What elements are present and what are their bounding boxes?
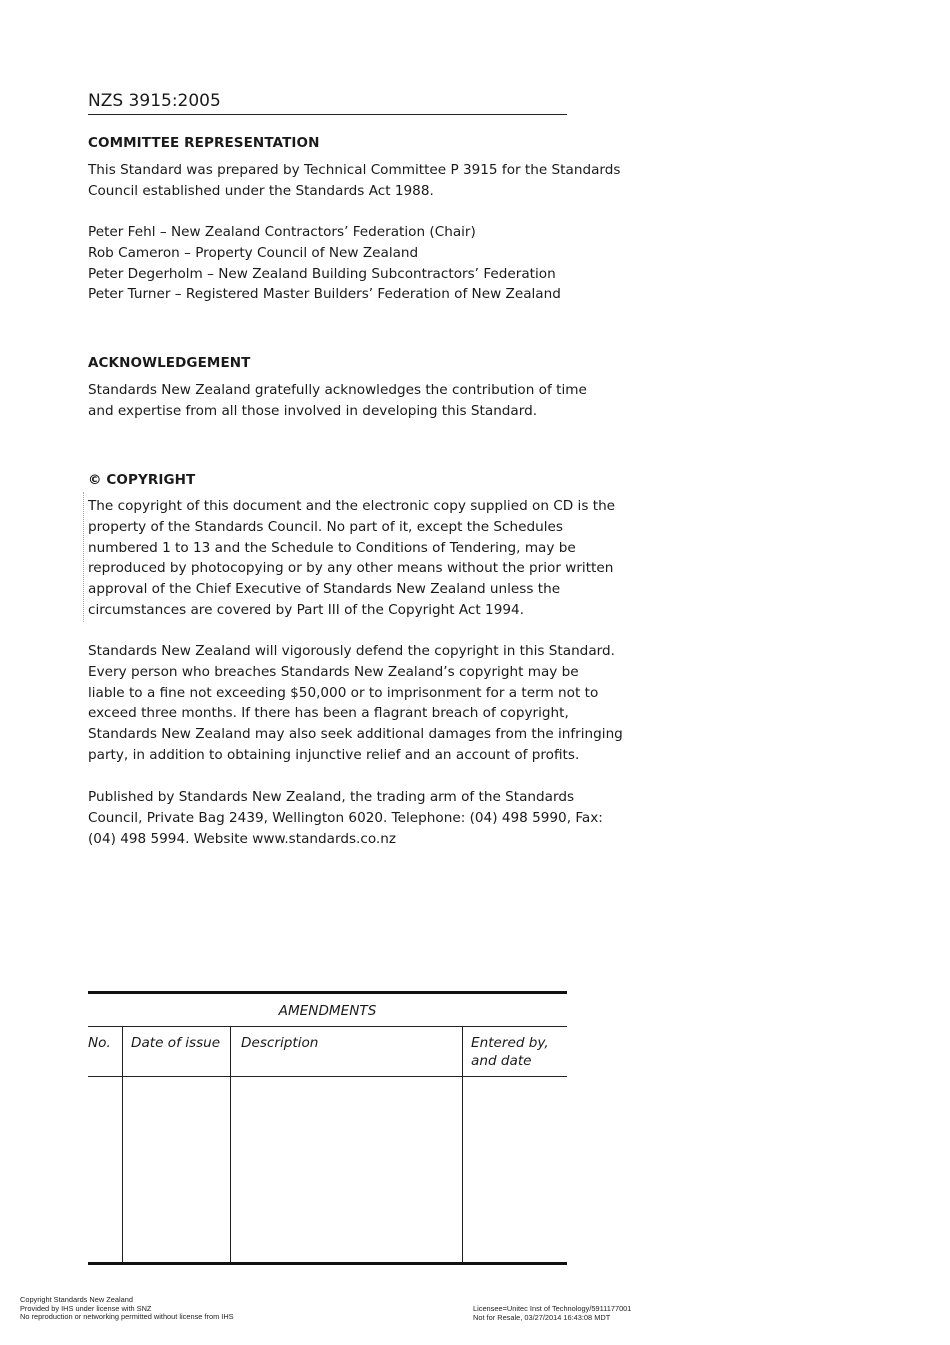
acknowledgement-heading: ACKNOWLEDGEMENT [88,355,251,371]
footer-line: No reproduction or networking permitted without license from IHS [20,1312,234,1322]
amendments-table [88,991,567,1265]
text-line: Every person who breaches Standards New Zealand’s copyright may be [88,663,579,680]
committee-members [88,222,567,305]
text-line: numbered 1 to 13 and the Schedule to Conditions of Tendering, may be [88,539,576,556]
text-line: Standards New Zealand gratefully acknowledges the contribution of time [88,382,587,398]
committee-member: Peter Turner – Registered Master Builders’ Federation of New Zealand [88,286,561,303]
text-line: The copyright of this document and the electronic copy supplied on CD is the [88,498,616,514]
committee-member: Rob Cameron – Property Council of New Zealand [88,244,419,261]
text-line: circumstances are covered by Part III of the Copyright Act 1994. [88,601,524,618]
column-divider [462,1027,463,1262]
column-header-description: Description [230,1027,462,1077]
text-line: Council, Private Bag 2439, Wellington 6020. Telephone: (04) 498 5990, Fax: [88,809,603,826]
copyright-paragraph-1 [88,496,616,621]
text-line: reproduced by photocopying or by any other means without the prior written [88,560,614,577]
committee-member: Peter Degerholm – New Zealand Building Subcontractors’ Federation [88,265,556,282]
copyright-heading: © COPYRIGHT [88,472,196,488]
footer-right [473,1305,631,1322]
committee-intro [88,160,621,202]
column-header-date: Date of issue [122,1027,230,1077]
column-header-entered-line: and date [471,1053,532,1069]
footer-line: Copyright Standards New Zealand [20,1295,133,1304]
committee-member: Peter Fehl – New Zealand Contractors’ Federation (Chair) [88,224,476,240]
text-line: Standards New Zealand may also seek additional damages from the infringing [88,726,623,743]
column-divider [122,1027,123,1262]
committee-heading: COMMITTEE REPRESENTATION [88,135,320,151]
column-divider [230,1027,231,1262]
text-line: property of the Standards Council. No part of it, except the Schedules [88,518,563,535]
footer-line: Provided by IHS under license with SNZ [20,1303,152,1313]
text-line: Published by Standards New Zealand, the trading arm of the Standards [88,789,575,805]
column-header-no: No. [88,1027,122,1077]
text-line: party, in addition to obtaining injunctive relief and an account of profits. [88,746,580,763]
amendments-title: AMENDMENTS [88,994,567,1027]
footer-line: Not for Resale, 03/27/2014 16:43:08 MDT [473,1312,611,1322]
text-line: Standards New Zealand will vigorously defend the copyright in this Standard. [88,643,615,659]
text-line: approval of the Chief Executive of Standards New Zealand unless the [88,581,561,598]
margin-marker [83,492,86,622]
text-line: (04) 498 5994. Website www.standards.co.nz [88,830,396,847]
copyright-paragraph-3 [88,787,603,849]
document-id: NZS 3915:2005 [88,90,567,115]
acknowledgement-text [88,380,587,422]
footer-line: Licensee=Unitec Inst of Technology/5911177001 [473,1304,632,1313]
text-line: liable to a fine not exceeding $50,000 or to imprisonment for a term not to [88,684,599,701]
copyright-paragraph-2 [88,641,623,766]
text-line: Council established under the Standards Act 1988. [88,182,434,199]
text-line: exceed three months. If there has been a flagrant breach of copyright, [88,705,569,722]
text-line: This Standard was prepared by Technical Committee P 3915 for the Standards [88,162,621,178]
text-line: and expertise from all those involved in developing this Standard. [88,402,538,419]
column-header-entered-line: Entered by, [471,1035,549,1051]
column-header-entered [462,1027,567,1077]
footer-left [20,1296,234,1322]
